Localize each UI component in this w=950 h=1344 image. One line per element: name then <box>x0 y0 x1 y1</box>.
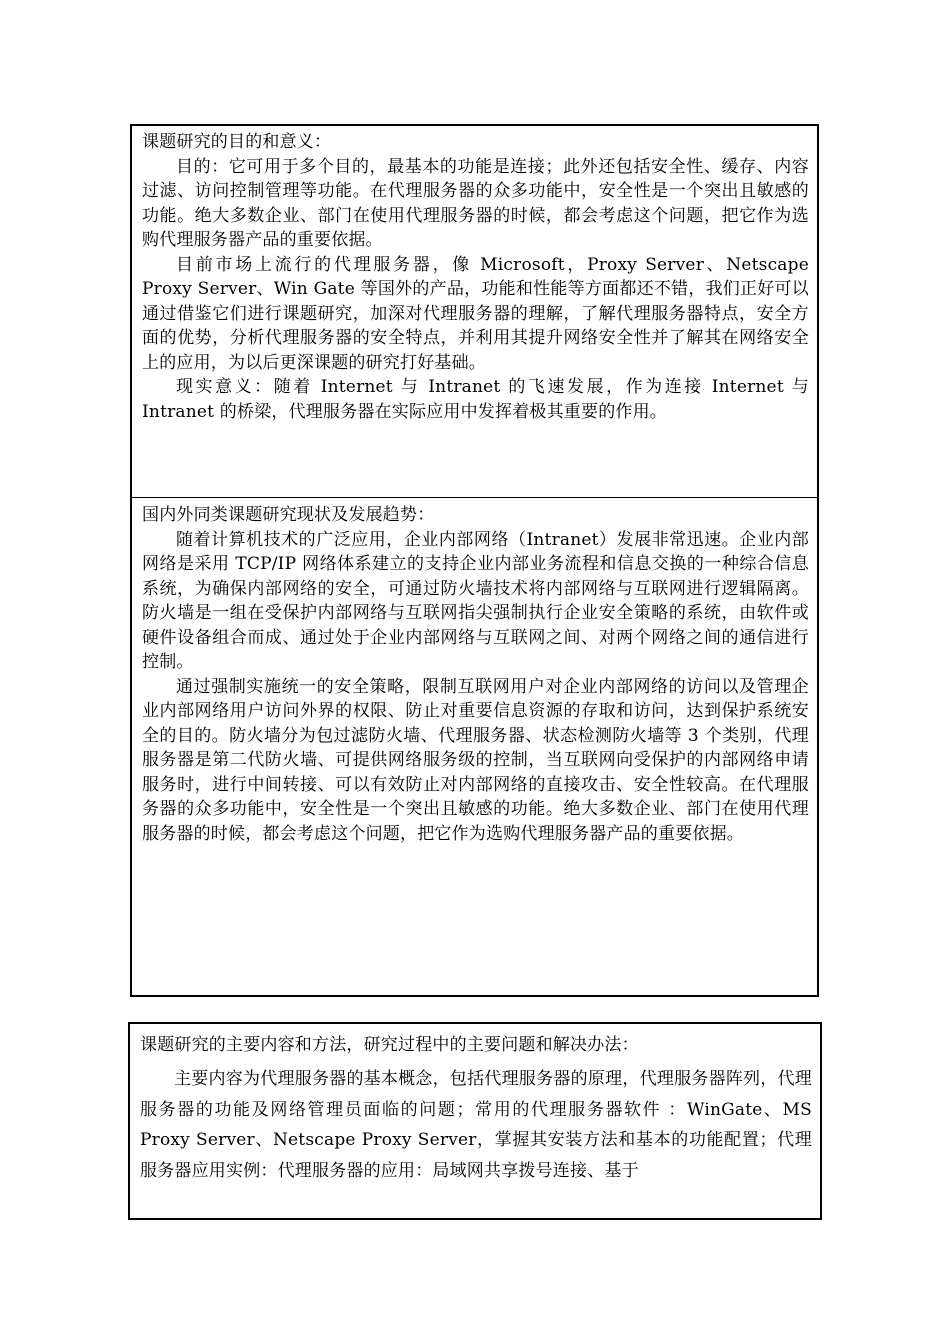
research-form-table-1 <box>130 124 819 997</box>
purpose-paragraph-3: 现实意义：随着 Internet 与 Intranet 的飞速发展，作为连接 Internet 与 Intranet 的桥梁，代理服务器在实际应用中发挥着极其重要的作用。 <box>142 377 809 422</box>
status-heading: 国内外同类课题研究现状及发展趋势： <box>142 505 435 525</box>
status-section <box>132 499 817 995</box>
purpose-paragraph-1: 目的：它可用于多个目的，最基本的功能是连接；此外还包括安全性、缓存、内容过滤、访问控制管理等功能。在代理服务器的众多功能中，安全性是一个突出且敏感的功能。绝大多数企业、部门在使用代理服务器的时候，都会考虑这个问题，把它作为选购代理服务器产品的重要依据。 <box>142 156 809 250</box>
content-heading: 课题研究的主要内容和方法，研究过程中的主要问题和解决办法： <box>140 1035 639 1055</box>
research-form-table-2 <box>128 1022 822 1220</box>
status-paragraph-1: 随着计算机技术的广泛应用，企业内部网络（Intranet）发展非常迅速。企业内部网络是采用 TCP/IP 网络体系建立的支持企业内部业务流程和信息交换的一种综合信息系统，为确保内部网络的安全，可通过防火墙技术将内部网络与互联网进行逻辑隔离。防火墙是一组在受保护内部网络与互联网指尖强制执行企业安全策略的系统，由软件或硬件设备组合而成、通过处于企业内部网络与互联网之间、对两个网络之间的通信进行控制。 <box>142 529 809 672</box>
content-paragraph-1: 主要内容为代理服务器的基本概念，包括代理服务器的原理，代理服务器阵列，代理服务器的功能及网络管理员面临的问题；常用的代理服务器软件 ：WinGate、MS Proxy Server、Netscape Proxy Server，掌握其安装方法和基本的功能配置；代理服务器应用实例：代理服务器的应用：局域网共享拨号连接、基于 <box>140 1069 812 1181</box>
purpose-paragraph-2: 目前市场上流行的代理服务器，像 Microsoft，Proxy Server、Netscape Proxy Server、Win Gate 等国外的产品，功能和性能等方面都还不错，我们正好可以通过借鉴它们进行课题研究，加深对代理服务器的理解，了解代理服务器特点，安全方面的优势，分析代理服务器的安全特点，并利用其提升网络安全性并了解其在网络安全上的应用，为以后更深课题的研究打好基础。 <box>142 254 809 373</box>
status-paragraph-2: 通过强制实施统一的安全策略，限制互联网用户对企业内部网络的访问以及管理企业内部网络用户访问外界的权限、防止对重要信息资源的存取和访问，达到保护系统安全的目的。防火墙分为包过滤防火墙、代理服务器、状态检测防火墙等 3 个类别，代理服务器是第二代防火墙、可提供网络服务级的控制，当互联网向受保护的内部网络申请服务时，进行中间转接、可以有效防止对内部网络的直接攻击、安全性较高。在代理服务器的众多功能中，安全性是一个突出且敏感的功能。绝大多数企业、部门在使用代理服务器的时候，都会考虑这个问题，把它作为选购代理服务器产品的重要依据。 <box>142 676 809 844</box>
purpose-heading: 课题研究的目的和意义： <box>142 132 332 152</box>
purpose-section <box>132 126 817 498</box>
content-section <box>130 1024 820 1186</box>
